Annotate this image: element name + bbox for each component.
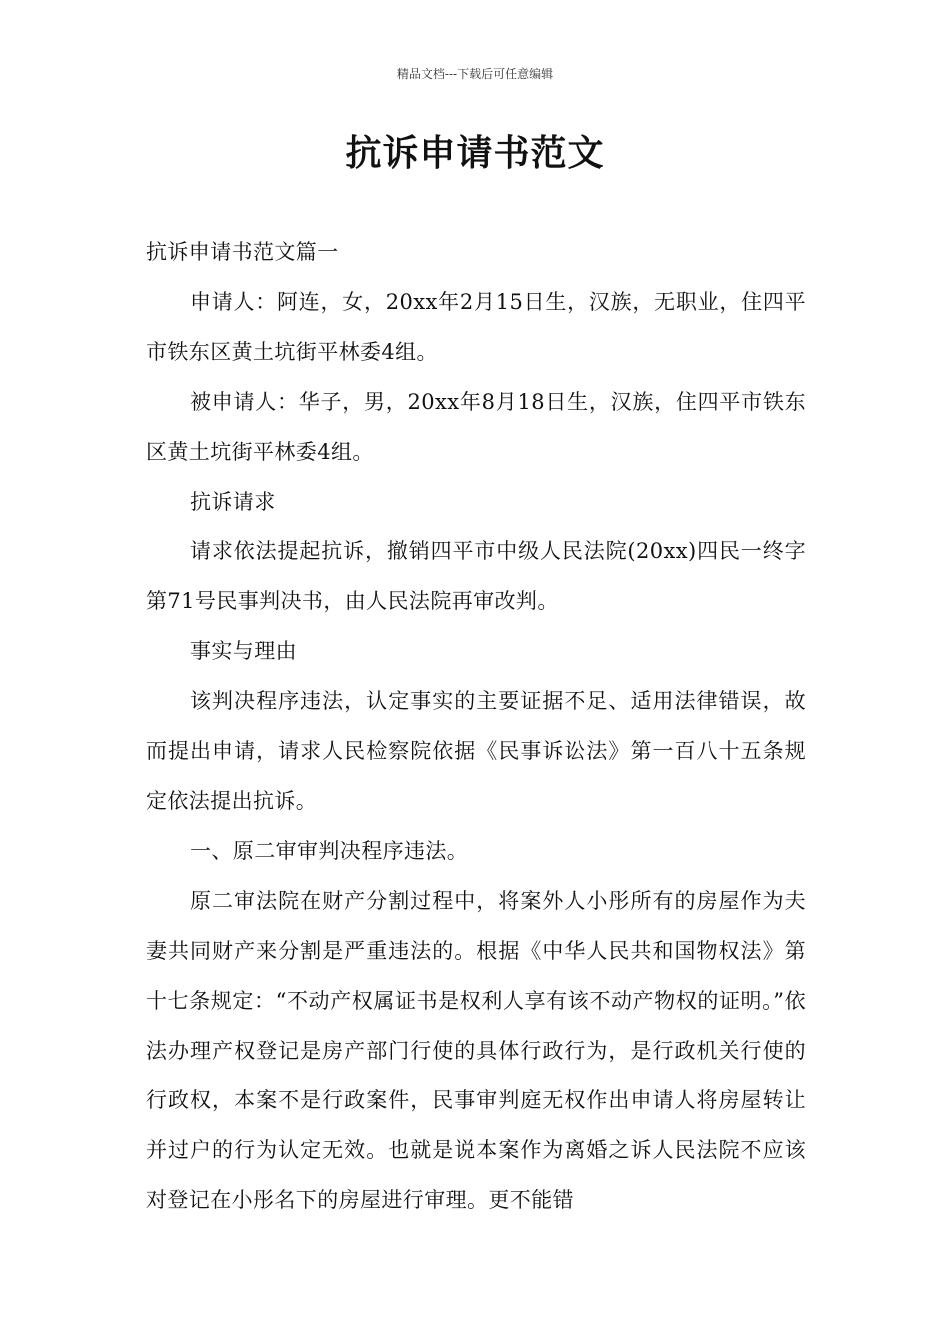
paragraph-heading-facts: 事实与理由 [190, 639, 297, 664]
paragraph-respondent: 被申请人：华子，男，20xx年8月18日生，汉族，住四平市铁东区黄土坑街平林委4组。 [146, 389, 806, 464]
paragraph-point-one: 一、原二审审判决程序违法。 [190, 838, 469, 863]
section-heading: 抗诉申请书范文篇一 [146, 240, 339, 264]
paragraph-point-one-detail: 原二审法院在财产分割过程中，将案外人小彤所有的房屋作为夫妻共同财产来分割是严重违法的。根据《中华人民共和国物权法》第十七条规定：“不动产权属证书是权利人享有该不动产物权的证明。”依法办理产权登记是房产部门行使的具体行政行为，是行政机关行使的行政权，本案不是行政案件，民事审判庭无权作出申请人将房屋转让并过户的行为认定无效。也就是说本案作为离婚之诉人民法院不应该对登记在小彤名下的房屋进行审理。更不能错 [146, 888, 806, 1213]
document-body [146, 228, 806, 1226]
header-note: 精品文档---下载后可任意编辑 [396, 67, 554, 81]
document-title: 抗诉申请书范文 [345, 133, 605, 174]
paragraph-request: 请求依法提起抗诉，撤销四平市中级人民法院(20xx)四民一终字第71号民事判决书，由人民法院再审改判。 [146, 539, 806, 614]
paragraph-applicant: 申请人：阿连，女，20xx年2月15日生，汉族，无职业，住四平市铁东区黄土坑街平林委4组。 [146, 289, 806, 364]
paragraph-heading-request: 抗诉请求 [190, 489, 276, 514]
paragraph-facts: 该判决程序违法，认定事实的主要证据不足、适用法律错误，故而提出申请，请求人民检察院依据《民事诉讼法》第一百八十五条规定依法提出抗诉。 [146, 689, 806, 813]
